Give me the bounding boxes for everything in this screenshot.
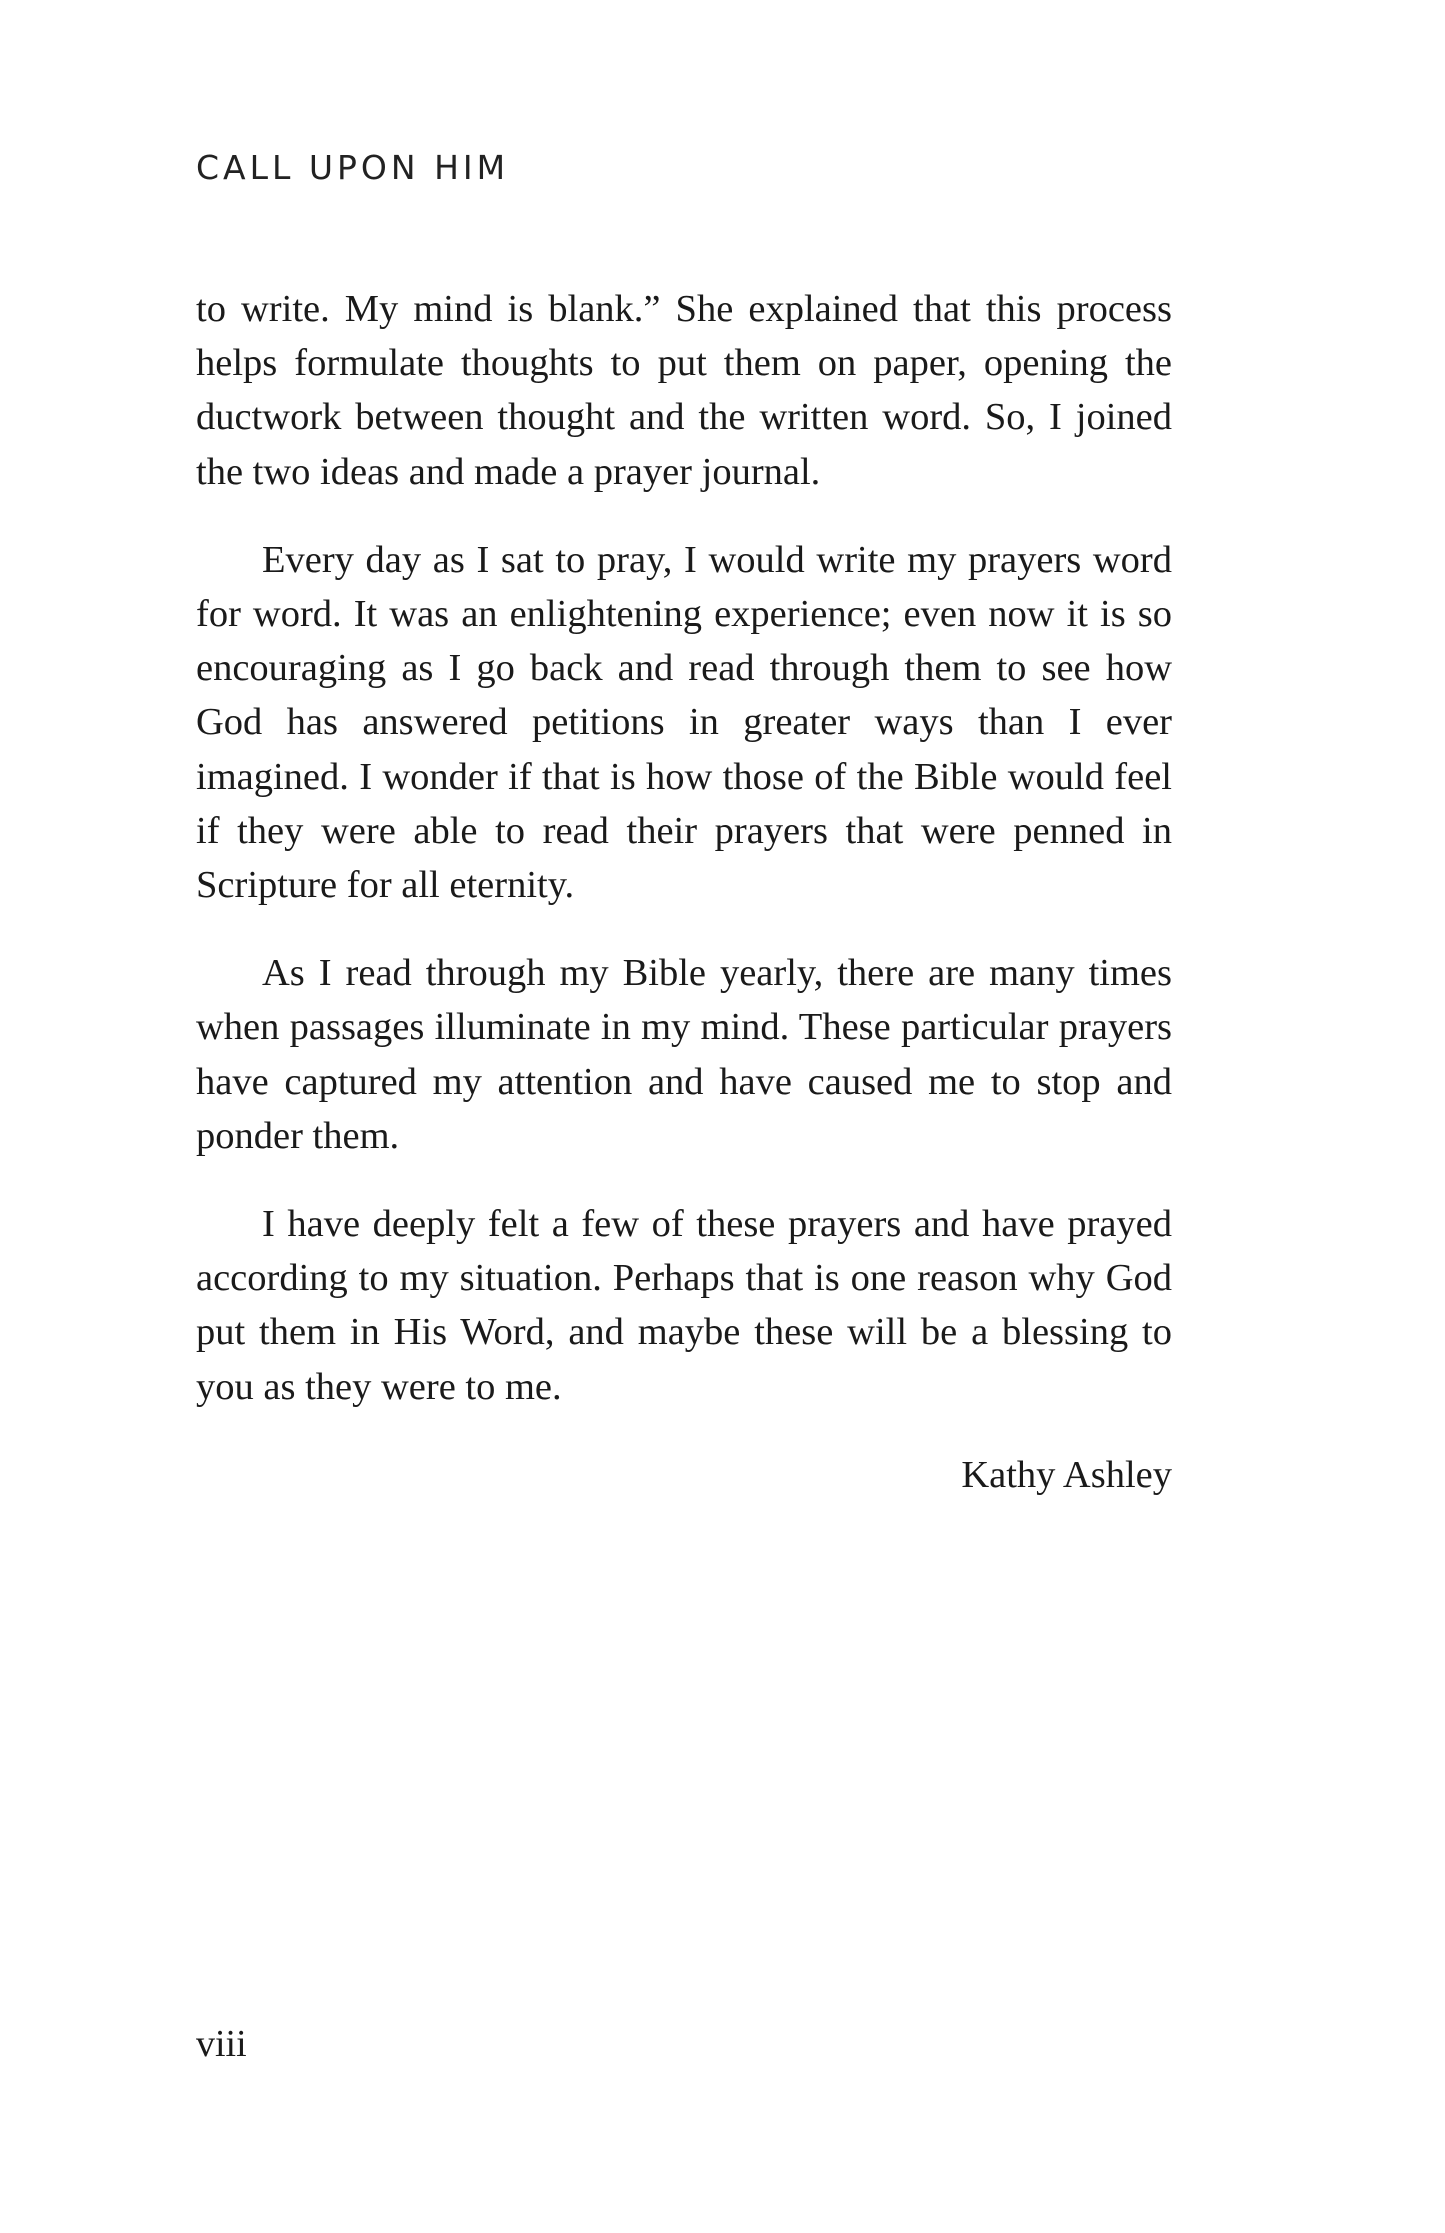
paragraph-1: to write. My mind is blank.” She explained that this process helps formulate thoughts to put them on paper, opening the ductwork between thought and the written word. So, I joined the two ideas and made a prayer journal. [196,288,1172,493]
page-number: viii [196,2023,247,2065]
paragraph-2: Every day as I sat to pray, I would write my prayers word for word. It was an enlightening experience; even now it is so encouraging as I go back and read through them to see how God has answered petitions in greater ways than I ever imagined. I wonder if that is how those of the Bible would feel if they were able to read their prayers that were penned in Scripture for all eternity. [196,538,1172,907]
running-head: CALL UPON HIM [196,148,510,187]
author-signature: Kathy Ashley [961,1453,1172,1496]
paragraph-4: I have deeply felt a few of these prayers and have prayed according to my situation. Perhaps that is one reason why God put them in His Word, and maybe these will be a blessing to you as they were to me. [196,1203,1172,1408]
paragraph-3: As I read through my Bible yearly, there are many times when passages illuminate in my mind. These particular prayers have captured my attention and have caused me to stop and ponder them. [196,952,1172,1157]
body-text [196,282,1172,1502]
